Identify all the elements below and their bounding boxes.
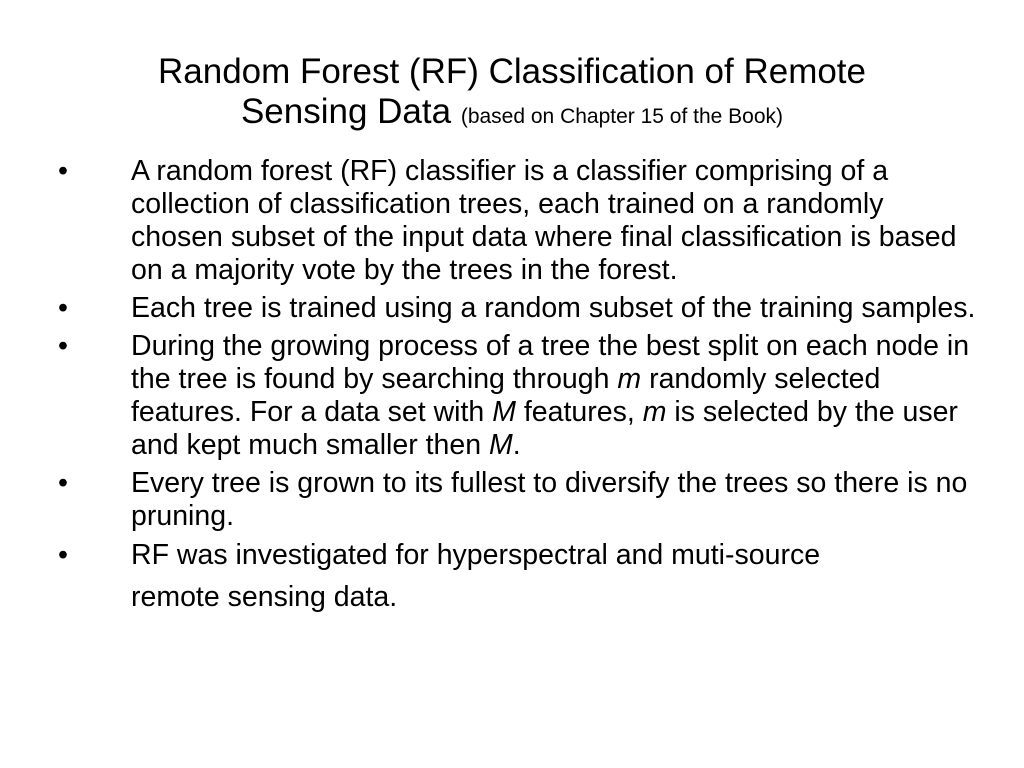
- variable-m: m: [617, 363, 642, 395]
- bullet-icon: •: [58, 292, 68, 324]
- bullet-text: [131, 330, 969, 461]
- variable-m: m: [642, 396, 667, 428]
- bullet-text-part: randomly selected features. For a data set with: [131, 363, 881, 428]
- slide-title: [40, 52, 984, 137]
- variable-M: M: [489, 429, 513, 461]
- bullet-icon: •: [58, 155, 68, 187]
- bullet-text: Every tree is grown to its fullest to diversify the trees so there is no pruning.: [131, 467, 968, 532]
- bullet-icon: •: [58, 467, 68, 499]
- bullet-icon: •: [58, 539, 68, 571]
- bullet-item: [58, 534, 978, 618]
- bullet-text-part: .: [512, 429, 521, 461]
- variable-M: M: [492, 396, 516, 428]
- bullet-item: [58, 292, 978, 325]
- bullet-text-part: During the growing process of a tree the best split on each node in the tree is found by searching through: [131, 330, 970, 395]
- bullet-icon: •: [58, 330, 68, 362]
- bullet-text-line: remote sensing data.: [131, 581, 398, 613]
- bullet-item: [58, 155, 978, 287]
- bullet-item: [58, 467, 978, 533]
- bullet-text: Each tree is trained using a random subset of the training samples.: [131, 292, 976, 324]
- bullet-text: A random forest (RF) classifier is a classifier comprising of a collection of classification trees, each trained on a randomly chosen subset of the input data where final classification is based on a majority vote by the trees in the forest.: [131, 155, 957, 286]
- bullet-list: [58, 155, 978, 623]
- bullet-text-part: features,: [523, 396, 635, 428]
- title-main-text: Sensing Data: [240, 92, 452, 131]
- bullet-text-line: RF was investigated for hyperspectral and muti-source: [131, 539, 821, 571]
- title-subtitle: (based on Chapter 15 of the Book): [460, 105, 784, 128]
- bullet-item: [58, 330, 978, 462]
- title-line-1: Random Forest (RF) Classification of Remote: [158, 52, 866, 91]
- bullet-text-part: is selected by the user and kept much smaller then: [131, 396, 958, 461]
- title-line-2: [40, 92, 984, 137]
